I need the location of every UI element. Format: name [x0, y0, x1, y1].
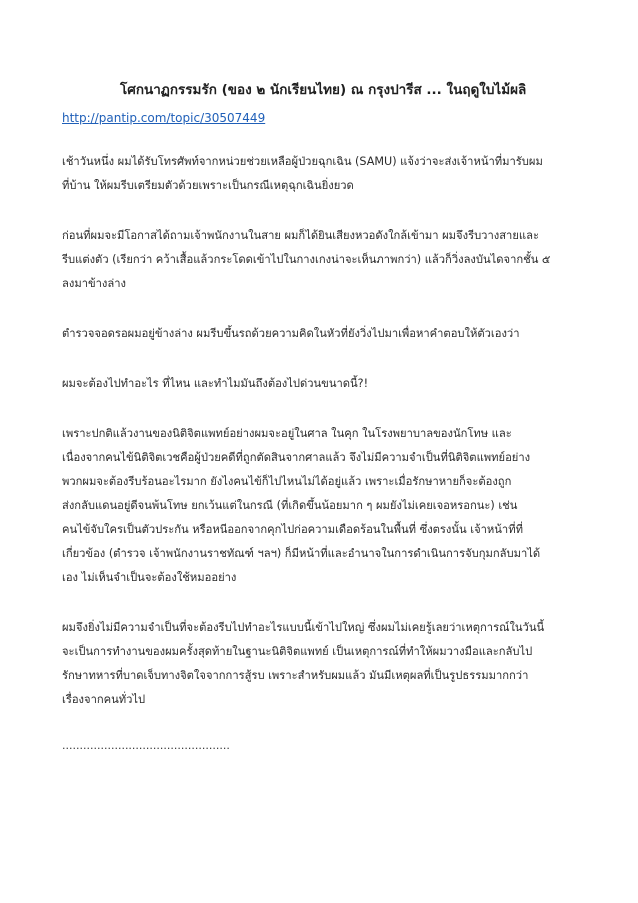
- paragraph-line: ผมจึงยิ่งไม่มีความจำเป็นที่จะต้องรีบไปทำอะไรแบบนี้เข้าไปใหญ่ ซึ่งผมไม่เคยรู้เลยว่าเหตุการณ์ในวันนี้: [62, 621, 545, 634]
- paragraph-line: ที่บ้าน ให้ผมรีบเตรียมตัวด้วยเพราะเป็นกรณีเหตุฉุกเฉินยิ่งยวด: [62, 179, 354, 192]
- paragraph-line: เรื่องจากคนทั่วไป: [62, 693, 146, 706]
- paragraph-line: เพราะปกติแล้วงานของนิติจิตแพทย์อย่างผมจะอยู่ในศาล ในคุก ในโรงพยาบาลของนักโทษ และ: [62, 427, 512, 440]
- paragraph-6: [62, 616, 578, 712]
- paragraph-line: ตำรวจจอดรอผมอยู่ข้างล่าง ผมรีบขึ้นรถด้วยความคิดในหัวที่ยังวิ่งไปมาเพื่อหาคำตอบให้ตัวเองว่า: [62, 327, 520, 340]
- paragraph-line: เนื่องจากคนไข้นิติจิตเวชคือผู้ป่วยคดีที่ถูกตัดสินจากศาลแล้ว จึงไม่มีความจำเป็นที่นิติจิตแพทย์อย่าง: [62, 451, 531, 464]
- spacer: [62, 128, 578, 150]
- paragraph-line: คนไข้จับใครเป็นตัวประกัน หรือหนีออกจากคุกไปก่อความเดือดร้อนในพื้นที่ ซึ่งตรงนั้น เจ้าหน้าที่ที่: [62, 523, 523, 536]
- source-link[interactable]: http://pantip.com/topic/30507449: [62, 111, 266, 125]
- paragraph-line: ลงมาข้างล่าง: [62, 277, 126, 290]
- paragraph-line: เกี่ยวข้อง (ตำรวจ เจ้าพนักงานราชทัณฑ์ ฯลฯ) ก็มีหน้าที่และอำนาจในการดำเนินการจับกุมกลับมาได้: [62, 547, 541, 560]
- paragraph-line: ส่งกลับแดนอยู่ดีจนพ้นโทษ ยกเว้นแต่ในกรณี (ที่เกิดขึ้นน้อยมาก ๆ ผมยังไม่เคยเจอหรอกนะ) เช่น: [62, 499, 518, 512]
- paragraph-4: [62, 372, 578, 396]
- paragraph-2: [62, 224, 578, 296]
- paragraph-line: จะเป็นการทำงานของผมครั้งสุดท้ายในฐานะนิติจิตแพทย์ เป็นเหตุการณ์ที่ทำให้ผมวางมือและกลับไป: [62, 645, 533, 658]
- spacer: [62, 198, 578, 224]
- paragraph-line: รักษาทหารที่บาดเจ็บทางจิตใจจากการสู้รบ เพราะสำหรับผมแล้ว มันมีเหตุผลที่เป็นรูปธรรมมากกว่า: [62, 669, 529, 682]
- spacer: [62, 346, 578, 372]
- spacer: [62, 396, 578, 422]
- paragraph-line: ก่อนที่ผมจะมีโอกาสได้ถามเจ้าพนักงานในสาย ผมก็ได้ยินเสียงหวอดังใกล้เข้ามา ผมจึงรีบวางสายและ: [62, 229, 539, 242]
- paragraph-line: เอง ไม่เห็นจำเป็นจะต้องใช้หมออย่าง: [62, 571, 237, 584]
- paragraph-line: พวกผมจะต้องรีบร้อนอะไรมาก ยังไงคนไข้ก็ไปไหนไม่ได้อยู่แล้ว เพราะเมื่อรักษาหายก็จะต้องถูก: [62, 475, 512, 488]
- paragraph-5: [62, 422, 578, 590]
- paragraph-line: รีบแต่งตัว (เรียกว่า คว้าเสื้อแล้วกระโดดเข้าไปในกางเกงน่าจะเห็นภาพกว่า) แล้วก็วิ่งลงบันไดจากชั้น ๕: [62, 253, 551, 266]
- paragraph-3: [62, 322, 578, 346]
- paragraph-1: [62, 150, 578, 198]
- separator-dots: ................................................: [62, 739, 230, 752]
- spacer: [62, 296, 578, 322]
- paragraph-line: เช้าวันหนึ่ง ผมได้รับโทรศัพท์จากหน่วยช่วยเหลือผู้ป่วยฉุกเฉิน (SAMU) แจ้งว่าจะส่งเจ้าหน้าที่มารับผม: [62, 155, 543, 168]
- document-title: โศกนาฏกรรมรัก (ของ ๒ นักเรียนไทย) ณ กรุงปารีส ... ในฤดูใบไม้ผลิ: [120, 82, 527, 98]
- spacer: [62, 590, 578, 616]
- paragraph-line: ผมจะต้องไปทำอะไร ที่ไหน และทำไมมันถึงต้องไปด่วนขนาดนี้?!: [62, 377, 369, 390]
